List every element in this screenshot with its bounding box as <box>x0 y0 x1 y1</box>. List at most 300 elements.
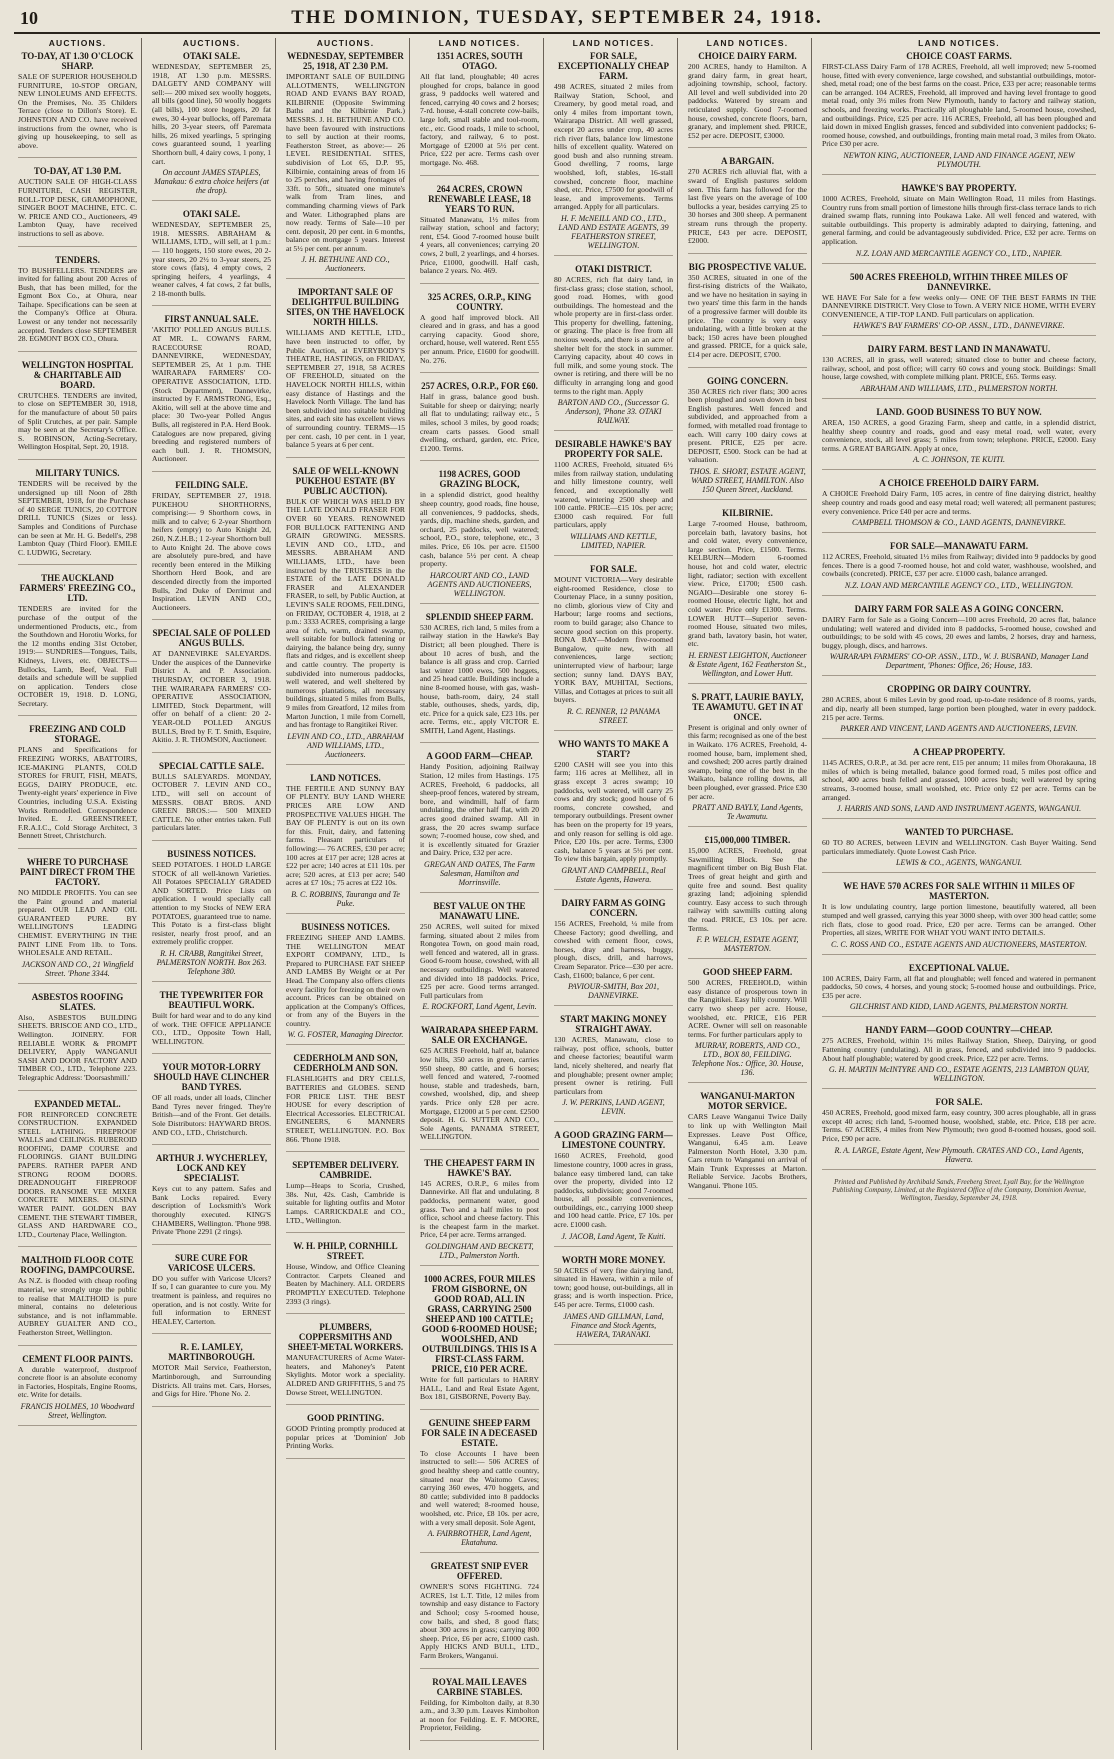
advertisement <box>420 1561 539 1668</box>
advertisement <box>822 183 1096 264</box>
advertisement-body: TENDERS will be received by the undersigned up till Noon of 28th SEPTEMBER, 1918, for the Purchase of 40 SERGE TUNICS, 20 COTTON DRILL TUNICS (Sizes or less). Samples and Conditions of Purchase can be seen at Mr. H. G. Bedell's, 298 Lambton Quay (Third Floor). EMILE C. LUDWIG, Secretary. <box>18 479 137 557</box>
advertisement-body: 498 ACRES, situated 2 miles from Railway Station, School, and Creamery, by good metal road, and only 4 miles from important town, Wairarapa District. All well grassed, except 20 acres under crop, 40 acres rich river flats, balance low limestone hills of excellent quality. Watered on good bush and also running stream. Good dwelling, 7 rooms, large woolshed, loft, stables, 16-stall cowshed, concrete floor, machine shed, etc. Price, £7500 for goodwill of lease, and improvements. Terms arranged. Apply for all particulars. <box>554 82 673 212</box>
advertisement-title: 264 ACRES, CROWN RENEWABLE LEASE, 18 YEARS TO RUN. <box>428 183 531 214</box>
advertisement-body: 275 ACRES, Freehold, within 1½ miles Railway Station, Sheep, Dairying, or good Fattening country (undulating). All in grass, fenced, and subdivided into 9 paddocks. About half ploughable; watered by good creek. Price, £22 per acre. Terms. <box>822 1036 1096 1063</box>
advertisement-signature: J. HARRIS AND SONS, LAND AND INSTRUMENT AGENTS, WANGANUI. <box>836 804 1082 814</box>
advertisement <box>152 849 271 982</box>
advertisement-title: WELLINGTON HOSPITAL & CHARITABLE AID BOARD. <box>21 359 134 390</box>
advertisement-title: 1198 ACRES, GOOD GRAZING BLOCK, <box>438 469 521 490</box>
advertisement <box>152 761 271 841</box>
advertisement-title: THE AUCKLAND FARMERS' FREEZING CO., LTD. <box>19 573 136 604</box>
advertisement-body: 450 ACRES, Freehold, good mixed farm, easy country, 300 acres ploughable, all in grass except 40 acres; rich land, 5-roomed house, woolshed, stable, etc. Price, £18 per acre. Terms. 67 ACRES, 4 miles from New Plymouth; two good 8-roomed houses, good soil. Price, £90 per acre. <box>822 1108 1096 1144</box>
advertisement <box>822 478 1096 533</box>
advertisement-body: WEDNESDAY, SEPTEMBER 25, 1918. MESSRS. ABRAHAM & WILLIAMS, LTD., will sell, at 1 p.m.:— 110 hoggets, 150 store ewes, 20 2-year steers, 20 2½ to 3-year steers, 25 store cows (fats), 4 empty cows, 2 springing heifers, 4 yearlings, 4 weaner calves, 4 fat cows, 2 fat bulls, 2 18-month bulls. <box>152 220 271 298</box>
advertisement <box>420 1274 539 1410</box>
advertisement-body: SALE OF SUPERIOR HOUSEHOLD FURNITURE, 10-STOP ORGAN, NEW LINOLEUMS AND EFFECTS. On the Premises, No. 35 Childers Terrace (close to Dillon's Store). E. JOHNSTON AND CO. have received instructions from the owner, who is giving up housekeeping, to sell as above. <box>18 72 137 150</box>
advertisement-body: 625 ACRES Freehold, half at, balance low hills, 350 acres in green, carries 950 sheep, 80 cattle, and 6 horses; well fenced and watered, 7-roomed house, stable and tradesheds, barn, cowshed, woolshed, dip, and sheep yards. Price only £28 per acre. Mortgage, £12000 at 5 per cent. £2500 deposit. H. G. SUTTER AND CO., Sole Agents, PANAMA STREET, WELLINGTON. <box>420 1046 539 1142</box>
advertisement-title: MILITARY TUNICS. <box>35 468 120 478</box>
advertisement-title: LAND NOTICES. <box>310 772 381 783</box>
advertisement <box>420 292 539 374</box>
advertisement-title: KILBIRNIE. <box>722 507 773 518</box>
advertisement <box>822 272 1096 337</box>
advertisement-body: GOOD Printing promptly produced at popular prices at 'Dominion' Job Printing Works. <box>286 1424 405 1451</box>
advertisement-body: Feilding, for Kimbolton daily, at 8.30 a.m., and 3.30 p.m. Leaves Kimbolton at noon for Feilding. E. F. MOORE, Proprietor, Feilding. <box>420 1697 539 1733</box>
advertisement-title: BUSINESS NOTICES. <box>167 848 256 859</box>
column-5 <box>550 38 678 1750</box>
advertisement-signature: PRATT AND BAYLY, Land Agents, Te Awamutu. <box>692 803 803 822</box>
advertisement-title: EXPANDED METAL. <box>34 1098 121 1109</box>
advertisement-title: CHOICE DAIRY FARM. <box>698 51 797 61</box>
advertisement-body: 280 ACRES, about 6 miles Levin by good road, up-to-date residence of 8 rooms, yards, and dip, nearly all been stumped, large portion been ploughed, water in every paddock. 215 per acre. Terms. <box>822 695 1096 722</box>
advertisement <box>554 739 673 890</box>
advertisement-body: Built for hard wear and to do any kind of work. THE OFFICE APPLIANCE CO., LTD., Opposite Town Hall, WELLINGTON. <box>152 1010 271 1046</box>
column-header: LAND NOTICES. <box>438 38 521 48</box>
advertisement-body: 130 ACRES, all in grass, well watered; situated close to butter and cheese factory, railway, school, and post office; will carry 60 cows and young stock. Buildings: Small house, large cowshed, with complete milking plant. PRICE, £65. Terms easy. <box>822 355 1096 382</box>
advertisement-title: FIRST ANNUAL SALE. <box>164 314 259 325</box>
advertisement-signature: E. ROCKFORT, Land Agent, Levin. <box>422 1002 537 1012</box>
advertisement-title: TO-DAY, AT 1.30 P.M. <box>33 166 122 177</box>
advertisement <box>18 166 137 246</box>
advertisement-signature: B. C. ROBBINS, Tauranga and Te Puke. <box>291 889 400 908</box>
column-6 <box>684 38 812 1750</box>
advertisement-body: A good half improved block. All cleared and in grass, and has a good carrying capacity. Good shore, orchard, house, well watered. Rent £55 per annum. Price, £1600 for goodwill. No. 276. <box>420 312 539 365</box>
advertisement <box>688 1091 807 1198</box>
advertisement <box>688 508 807 684</box>
advertisement-title: THE CHEAPEST FARM IN HAWKE'S BAY. <box>424 1157 535 1178</box>
advertisement <box>688 692 807 827</box>
advertisement <box>152 209 271 306</box>
advertisement-body: 15,000 ACRES, Freehold, great Sawmilling Block. See the magnificent timber on Big Bush Flat. Trees of great height and girth and quite free and sound. Best quality grazing land; adjoining splendid country. Easy access to such through railway with sawmills cutting along the road. PRICE, £3 10s. per acre. Terms. <box>688 846 807 933</box>
advertisement-title: 1000 ACRES, FOUR MILES FROM GISBORNE, ON GOOD ROAD, ALL IN GRASS, CARRYING 2500 SHEEP AND 100 CATTLE; GOOD 6-ROOMED HOUSE; WOOLSHED, AND OUTBUILDINGS. THIS IS A FIRST-CLASS FARM. PRICE, £10 PER ACRE. <box>421 1274 538 1375</box>
advertisement-title: EXCEPTIONAL VALUE. <box>908 962 1010 973</box>
advertisement-body: Write for full particulars to HARRY HALL, Land and Real Estate Agent, Box 181, GISBORNE, Poverty Bay. <box>420 1375 539 1402</box>
advertisement <box>286 1160 405 1233</box>
advertisement <box>420 381 539 461</box>
advertisement-title: 257 ACRES, O.R.P., FOR £60. <box>421 381 538 392</box>
advertisement-body: It is low undulating country, large portion limestone, beautifully watered, all been stumped and well grassed, carrying this year 3000 sheep, with over 300 head cattle; some rich flats, close to good road. Price, £20 per acre. Terms can be arranged. Other Properties, all sizes, WRITE FOR WHAT YOU WANT INTO DETAILS. <box>822 902 1096 938</box>
advertisement-signature: THOS. E. SHORT, ESTATE AGENT, WARD STREET, HAMILTON. Also 150 Queen Street, Auckland. <box>689 466 806 494</box>
advertisement-body: FRIDAY, SEPTEMBER 27, 1918. PUKEHOU SHORTHORNS, comprising:— 9 Shorthorn cows, in milk and to calve; 6 2-year Shorthorn heifers (empty) to Auto Knight 2d, 260, N.Z.H.B.; 1 2-year Shorthorn bull to Auto Knight 2d. The above cows are absolutely pure-bred, and have recently been entered in the Milking Shorthorn Herd Book, and are descended directly from the imported Bulls, 2nd Duke of Derrimut and Inspiration. LEVIN AND CO., Auctioneers. <box>152 490 271 612</box>
advertisement-title: DAIRY FARM. BEST LAND IN MANAWATU. <box>867 344 1051 355</box>
advertisement <box>286 1241 405 1314</box>
advertisement-body: 270 ACRES rich alluvial flat, with a sward of English pastures seldom seen. This farm has followed for the last five years on the average of 100 bullocks a year, besides carrying 25 to 30 horses and 300 sheep. A permanent stream runs through the property. PRICE, £43 per acre. DEPOSIT, £2000. <box>688 167 807 246</box>
advertisement-signature: JAMES AND GILLMAN, Land, Finance and Stock Agents, HAWERA, TARANAKI. <box>563 1311 664 1339</box>
advertisement-title: 1351 ACRES, SOUTH OTAGO. <box>436 51 523 71</box>
masthead <box>14 6 1100 34</box>
advertisement-signature: PARKER AND VINCENT, LAND AGENTS AND AUCTIONEERS, LEVIN. <box>840 724 1078 734</box>
advertisement-signature: ABRAHAM AND WILLIAMS, LTD., PALMERSTON NORTH. <box>860 384 1058 394</box>
advertisement <box>18 255 137 352</box>
advertisement-title: FREEZING AND COLD STORAGE. <box>29 724 126 745</box>
advertisement-body: WILLIAMS AND KETTLE, LTD., have been instructed to offer, by Public Auction, at EVERYBODY'S THEATRE, HASTINGS, on FRIDAY, SEPTEMBER 27, 1918, 58 ACRES OF FREEHOLD, situated on the HAVELOCK NORTH HILLS, within easy distance of Hastings and the Havelock North Village. The land has been subdivided into suitable building sites, and each site has excellent views of surrounding country. TERMS—15 per cent. cash, 10 per cent. in 1 year, balance 5 years at 6 per cent. <box>286 328 405 450</box>
advertisement-body: NO MIDDLE PROFITS. You can see the Paint ground and material prepared. OUR LEAD AND OIL GUARANTEED PURE. BY WELLINGTON'S LEADING CHEMIST. EVERYTHING IN THE PAINT LINE From 1lb. to Tons. WHOLESALE AND RETAIL. <box>18 888 137 958</box>
advertisement <box>152 1062 271 1145</box>
advertisement <box>688 156 807 253</box>
advertisement <box>420 612 539 744</box>
advertisement-title: SALE OF WELL-KNOWN PUKEHOU ESTATE (BY PUBLIC AUCTION). <box>292 465 399 496</box>
advertisement-body: Keys cut to any pattern. Safes and Bank Locks repaired. Every description of Locksmith's Work thoroughly executed. KING'S CHAMBERS, Wellington. 'Phone 998. Private 'Phone 2291 (2 rings). <box>152 1184 271 1237</box>
column-3 <box>282 38 410 1750</box>
advertisement-title: MALTHOID FLOOR COTE ROOFING, DAMPCOURSE. <box>20 1255 135 1276</box>
advertisement-body: 1000 ACRES, Freehold, situate on Main Wellington Road, 11 miles from Hastings. Country runs from small portion of limestone hills through first-class terrace lands to rich drained swamp flats, running into Poukawa Lake. All well fenced and watered, with suitable outbuildings. This property is admirably adapted to dairying, fattening, and general farming, and could be advantageously subdivided. Price, £32 per acre. Terms on application. <box>822 193 1096 246</box>
advertisement-signature: J. JACOB, Land Agent, Te Kuiti. <box>561 1231 666 1241</box>
advertisement-title: GOOD PRINTING. <box>306 1413 384 1424</box>
advertisement <box>822 407 1096 470</box>
advertisement <box>822 881 1096 954</box>
advertisement-title: TO-DAY, AT 1.30 O'CLOCK SHARP. <box>21 51 134 71</box>
advertisement <box>286 466 405 765</box>
advertisement <box>420 901 539 1017</box>
advertisement-signature: R. C. RENNER, 12 PANAMA STREET. <box>567 706 660 725</box>
advertisement-body: House, Window, and Office Cleaning Contractor. Carpets Cleaned and Beaten by Machinery. ALL ORDERS PROMPTLY EXECUTED. Telephone 2393 (3 rings). <box>286 1262 405 1306</box>
column-header: AUCTIONS. <box>48 38 107 48</box>
advertisement-title: WANGANUI-MARTON MOTOR SERVICE. <box>700 1091 795 1112</box>
advertisement <box>18 992 137 1091</box>
advertisement-signature: LEVIN AND CO., LTD., ABRAHAM AND WILLIAMS, LTD., Auctioneers. <box>287 731 404 759</box>
advertisement <box>822 1097 1096 1169</box>
advertisement <box>286 773 405 914</box>
advertisement-signature: W. G. FOSTER, Managing Director. <box>287 1030 404 1040</box>
advertisement-body: OF all roads, under all loads, Clincher Band Tyres never fringed. They're British—and of the Front. Get details. Sole Distributors: HAYWARD BROS. AND CO., LTD., Christchurch. <box>152 1093 271 1137</box>
advertisement <box>420 1677 539 1741</box>
advertisement-body: 60 TO 80 ACRES, between LEVIN and WELLINGTON. Cash Buyer Waiting. Send particulars immediately. Quote Lowest Cash Price. <box>822 838 1096 856</box>
advertisement-body: 530 ACRES, rich land, 5 miles from a railway station in the Hawke's Bay District; all been ploughed. There is about 10 acres of bush, and the balance is all grass and crop. Carried last winter 1000 ewes, 500 hoggets, and 25 head cattle. Buildings include a nine 8-roomed house, with gas, wash-house, bath-room, dairy, 24 stall stable, outhouses, sheds, yards, dip, etc. Price for a quick sale, £23 10s. per acre. Terms, etc., apply VICTOR E. SMITH, Land Agent, Hastings. <box>420 622 539 735</box>
advertisement-signature: R. A. LARGE, Estate Agent, New Plymouth. CRATES AND CO., Land Agents, Hawera. <box>834 1145 1084 1164</box>
advertisement-signature: LEWIS & CO., AGENTS, WANGANUI. <box>896 858 1022 868</box>
advertisement <box>688 262 807 368</box>
advertisement-body: CRUTCHES. TENDERS are invited, to close on SEPTEMBER 30, 1918, for the manufacture of about 50 pairs of Split Crutches, at per pair. Sample may be seen at the Secretary's Office. S. ROBINSON, Acting-Secretary, Wellington Hospital, Sept. 20, 1918. <box>18 390 137 452</box>
advertisement-body: IMPORTANT SALE OF BUILDING ALLOTMENTS, WELLINGTON ROAD AND EVANS BAY ROAD, KILBIRNIE (Opposite Swimming Baths and the Kilbirnie Park.) MESSRS. J. H. BETHUNE AND CO. have been favoured with instructions to sell by auction at their rooms, Featherston Street, as above:— 26 LEVEL RESIDENTIAL SITES, subdivision of Lot 65, D.P. 95, Kilbirnie, containing areas of from 16 to 25 perches, and having frontages of 33ft. to 50ft., situated one minute's walk from Tram lines, and commanding charming views of Park and Water. Lithographed plans are now ready. Terms of Sale—10 per cent. deposit, 20 per cent. in 6 months, balance on mortgage 5 years. Interest at 5½ per cent. per annum. <box>286 72 405 253</box>
advertisement-body: BULK OF WHICH WAS HELD BY THE LATE DONALD FRASER FOR OVER 60 YEARS. RENOWNED FOR BULLOCK FATTENING AND GRAIN GROWING. MESSRS. LEVIN AND CO., LTD., and MESSRS. ABRAHAM AND WILLIAMS, LTD., have been instructed by the TRUSTEES in the ESTATE of the LATE DONALD FRASER and ALEXANDER FRASER, to sell, by Public Auction, at LEVIN'S SALE ROOMS, FEILDING, on FRIDAY, OCTOBER 4, 1918, at 2 p.m.: 3333 ACRES, comprising a large area of rich, warm, drained swamp, well suitable for bullock fattening or dairying, the balance being dry, sunny flats and ridges, and is excellent sheep and cattle country. The property is subdivided into numerous paddocks, well watered, and well sheltered by numerous plantations, all necessary buildings, situated 5 miles from Bulls, 9 miles from Greatford, 12 miles from Marton Junction, 1 mile from Cornell, and has frontage to Rangitikei River. <box>286 496 405 730</box>
advertisement <box>822 963 1096 1018</box>
advertisement-signature: H. F. McNEILL AND CO., LTD., LAND AND ESTATE AGENTS, 39 FEATHERSTON STREET, WELLINGTON. <box>558 213 669 250</box>
advertisement <box>18 1099 137 1248</box>
advertisement-body: CARS Leave Wanganui Twice Daily to link up with Wellington Mail Expresses. Leave Post Office, Wanganui, 6.45 a.m. Leave Palmerston North Hotel, 3.30 p.m. Cars return to Wanganui on arrival of Main Trunk Expresses at Marton. Reliable Service. Jacobs Brothers, Wanganui. 'Phone 105. <box>688 1112 807 1191</box>
advertisement <box>152 1342 271 1406</box>
advertisement-body: As N.Z. is flooded with cheap roofing material, we strongly urge the public to realise that MALTHOID is pure mineral, contains no deleterious substance, and is not inflammable. AUBREY GUALTER AND CO., Featherston Street, Wellington. <box>18 1276 137 1337</box>
advertisement-title: S. PRATT, LAURIE BAYLY, TE AWAMUTU. GET IN AT ONCE. <box>691 691 804 722</box>
advertisement-body: To close Accounts I have been instructed to sell:— 506 ACRES of good healthy sheep and cattle country, situated near the Waitomo Caves; carrying 360 ewes, 470 hoggets, and 80 cattle; subdivided into 8 paddocks and well watered; 8-roomed house, woolshed, etc. Price, £8 10s. per acre, with a very small deposit. Sole Agent, <box>420 1448 539 1527</box>
advertisement <box>18 1255 137 1345</box>
advertisement-title: ROYAL MAIL LEAVES CARBINE STABLES. <box>432 1676 527 1697</box>
advertisement-title: 500 ACRES FREEHOLD, WITHIN THREE MILES OF DANNEVIRKE. <box>850 271 1068 292</box>
column-header: LAND NOTICES. <box>706 38 789 48</box>
advertisement-signature: N.Z. LOAN AND MERCANTILE AGENCY CO., LTD., NAPIER. <box>855 248 1063 258</box>
advertisement-title: A GOOD FARM—CHEAP. <box>426 751 533 762</box>
advertisement <box>286 1322 405 1405</box>
advertisement-title: ASBESTOS ROOFING SLATES. <box>31 991 124 1012</box>
advertisement-signature: FRANCIS HOLMES, 10 Woodward Street, Wellington. <box>20 1401 135 1420</box>
advertisement-body: 1660 ACRES, Freehold, good limestone country, 1000 acres in grass, balance easy timbered land, can take over the property, divided into 12 paddocks, subdivision; good 7-roomed house, all possible conveniences, outbuildings, etc., carrying 1000 sheep and 100 head cattle. Price, £7 10s. per acre. £1000 cash. <box>554 1151 673 1230</box>
advertisement <box>420 1418 539 1553</box>
advertisement-signature: GREGAN AND OATES, The Farm Salesman, Hamilton and Morrinsville. <box>424 860 535 887</box>
advertisement-body: in a splendid district, good healthy sheep country, good roads, fine house, all conveniences, 9 paddocks, sheds, yards, dip, machine sheds, garden, and orchard, 25 paddocks, well watered; school, P.O., store, telephone, etc., 3 miles. Price, £6 10s. per acre. £1500 cash, balance 5½ per cent. A cheap property. <box>420 490 539 569</box>
advertisement-body: 1145 ACRES, O.R.P., at 3d. per acre rent, £15 per annum; 11 miles from Ohorakauna, 18 miles of which is being metalled, balance good formed road, 5 miles post office and school, 400 acres bush felled and grassed, 1000 acres bush; well watered by spring streams, 3-roomed house, small woolshed, etc. Price only £2 per acre. Terms can be arranged. <box>822 758 1096 802</box>
advertisement <box>152 628 271 753</box>
advertisement-title: SEPTEMBER DELIVERY. CAMBRIDE. <box>292 1160 399 1181</box>
advertisement-title: SPLENDID SHEEP FARM. <box>425 611 534 622</box>
advertisement-title: PLUMBERS, COPPERSMITHS AND SHEET-METAL WORKERS. <box>287 1322 404 1353</box>
advertisement <box>152 314 271 472</box>
advertisement-title: WHERE TO PURCHASE PAINT DIRECT FROM THE FACTORY. <box>19 857 136 887</box>
advertisement-title: CROPPING OR DAIRY COUNTRY. <box>887 684 1031 695</box>
advertisement-signature: J. H. BETHUNE AND CO., Auctioneers. <box>301 255 390 274</box>
column-header: LAND NOTICES. <box>572 38 655 48</box>
advertisement-title: A CHEAP PROPERTY. <box>912 747 1006 758</box>
advertisement-title: FOR SALE—MANAWATU FARM. <box>890 541 1028 552</box>
advertisement-signature: MURRAY, ROBERTS, AND CO., LTD., BOX 80, FEILDING. Telephone Nos.: Office, 30. House, 136. <box>691 1041 804 1078</box>
advertisement <box>688 51 807 148</box>
advertisement-signature: A. FAIRBROTHER, Land Agent, Ekatahuna. <box>427 1529 532 1548</box>
advertisement-body: TENDERS are invited for the purchase of the output of the undermentioned Products, etc., from the Southdown and Horotiu Works, for the 12 months ending 31st October, 1919:— SUNDRIES—Tongues, Tails, Kidneys, Livers, etc. OBJECTS—Bullocks, Lamb, Beef, Veal. Full details and schedule will be supplied on application. Tenders close OCTOBER 19, 1918. D. LONG, Secretary. <box>18 604 137 708</box>
advertisement <box>822 1025 1096 1089</box>
advertisement <box>420 51 539 176</box>
printer-imprint: Printed and Published by Archibald Sands, Freeberg Street, Lyall Bay, for the Wellington Publishing Company, Limited, at the Registered Office of the Company, Dominion Avenue, Wellington, Tuesday, September 24, 1918. <box>832 1177 1086 1202</box>
advertisement-title: SPECIAL CATTLE SALE. <box>158 760 265 771</box>
advertisement <box>554 51 673 256</box>
advertisement <box>554 264 673 431</box>
advertisement-title: FOR SALE. <box>935 1097 983 1108</box>
advertisement-body: 145 ACRES, O.R.P., 6 miles from Dannevirke. All flat and undulating. 8 paddocks, permanent water, good grass. Two and a half miles to post office, school and cheese factory. This is the cheapest farm in the market. Price, £4 per acre. Terms arranged. <box>420 1178 539 1240</box>
advertisement <box>286 287 405 457</box>
advertisement-body: FIRST-CLASS Dairy Farm of 178 ACRES, Freehold, all well improved; new 5-roomed house, fitted with every convenience, large cowshed, and substantial outbuildings, motor-shed, metal road; one of the best farms on the coast. Price, £33 per acre; reasonable terms can be arranged. 104 ACRES, Freehold, all improved and having level frontage to good metal road, only 3½ miles from New Plymouth, handy to factory and railway station, schools, and freezing works. Practically all ploughable land, 5-roomed house, cowshed, and outbuildings. Price, £25 per acre. 116 ACRES, Freehold, all has been ploughed and laid down in mixed English grasses, fenced and subdivided into convenient paddocks; 6-roomed house, cowshed, and outbuildings, fronting main metal road, 3 miles from Okato. Price £30 per acre. <box>822 62 1096 149</box>
advertisement-title: ARTHUR J. WYCHERLEY, LOCK AND KEY SPECIALIST. <box>155 1153 268 1184</box>
advertisement-body: FLASHLIGHTS and DRY CELLS, BATTERIES and GLOBES. SEND FOR PRICE LIST. THE BEST HOUSE for every description of Electrical Accessories. ELECTRICAL ENGINEERS, 6 MANNERS STREET, WELLINGTON. P.O. Box 866. 'Phone 1918. <box>286 1074 405 1144</box>
advertisement-title: FOR SALE. <box>589 563 637 574</box>
advertisement-body: 80 ACRES, rich flat dairy land, in first-class grass; close station, school, good road. Homes, with good outbuildings. The homestead and the whole property are in first-class order. This property for dwelling, fattening, or grazing. The place is free from all noxious weeds, and there is an acre of shelter belt for the stock in summer. Carrying capacity, about 40 cows in full milk, and some young stock. The owner is retiring, and there will be no difficulty in arranging long and good terms to the right man. Apply <box>554 274 673 396</box>
advertisement-title: LAND. GOOD BUSINESS TO BUY NOW. <box>876 407 1042 418</box>
advertisement <box>18 51 137 158</box>
advertisement-title: £15,000,000 TIMBER. <box>704 835 791 846</box>
advertisement-body: Handy Position, adjoining Railway Station, 12 miles from Hastings. 175 ACRES, Freehold, 6 paddocks, all sheep-proof fences, watered by stream, bore, and windmill, half of farm undulating, the other half flat, with 20 acres good drained swamp. All in grass, the 20 acres swamp surface sown; 7-roomed house, cow shed, and it is excellently situated for Grazier and Dairy. Price, £32 per acre. <box>420 762 539 858</box>
column-2 <box>148 38 276 1750</box>
advertisement-title: WE HAVE 570 ACRES FOR SALE WITHIN 11 MILES OF MASTERTON. <box>843 881 1075 902</box>
advertisement-title: FEILDING SALE. <box>175 479 248 490</box>
advertisement-title: WANTED TO PURCHASE. <box>904 827 1014 838</box>
advertisement <box>822 684 1096 739</box>
advertisement-signature: A. C. JOHNSON, TE KUITI. <box>912 455 1005 465</box>
advertisement <box>18 468 137 565</box>
advertisement-signature: R. H. CRABB, Rangitikei Street, PALMERSTON NORTH. Box 263. Telephone 380. <box>156 948 267 976</box>
advertisement <box>554 1130 673 1246</box>
advertisement-title: A BARGAIN. <box>720 156 774 167</box>
advertisement-signature: N.Z. LOAN AND MERCANTILE AGENCY CO., LTD., WELLINGTON. <box>844 581 1074 590</box>
advertisement-title: WHO WANTS TO MAKE A START? <box>558 738 669 759</box>
advertisement-title: CEDERHOLM AND SON, CEDERHOLM AND SON. <box>293 1053 398 1074</box>
advertisement-body: MANUFACTURERS of Acme Water-heaters, and Mahoney's Patent Skylights. Motor work a speciality. ALDRED AND GRIFFITHS, 5 and 75 Dowse Street, WELLINGTON. <box>286 1353 405 1397</box>
advertisement <box>554 439 673 556</box>
advertisement-title: GOOD SHEEP FARM. <box>702 967 793 978</box>
advertisement-signature: HARCOURT AND CO., LAND AGENTS AND AUCTIONEERS, WELLINGTON. <box>427 570 532 598</box>
advertisement-body: Situated Manawatu, 1½ miles from railway station, school and factory; rent, £54. Good 7-roomed house built 4 years, all conveniences; carrying 20 cows, 2 bull, 2 yearlings, and 4 horses. Price, £1000, goodwill. Half cash, balance 2 years. No. 469. <box>420 214 539 276</box>
advertisement-title: A GOOD GRAZING FARM—LIMESTONE COUNTRY. <box>554 1130 673 1151</box>
advertisement-signature: NEWTON KING, AUCTIONEER, LAND AND FINANCE AGENT, NEW PLYMOUTH. <box>843 150 1075 169</box>
advertisement-signature: HAWKE'S BAY FARMERS' CO-OP. ASSN., LTD., DANNEVIRKE. <box>853 321 1065 331</box>
advertisement-body: DO you suffer with Varicose Ulcers? If so, I can guarantee to cure you. My treatment is painless, and requires no operation, and is not costly. Write for full information to ERNEST HEALEY, Carterton. <box>152 1273 271 1326</box>
advertisement <box>420 469 539 603</box>
advertisement-body: MOTOR Mail Service, Featherston, Martinborough, and Surrounding Districts. All trains met. Cars, Horses, and Gigs for Hire. 'Phone No. 2. <box>152 1363 271 1399</box>
advertisement-signature: On account JAMES STAPLES, Manakau: 6 extra choice heifers (at the drop). <box>154 168 269 196</box>
advertisement-signature: CAMPBELL THOMSON & CO., LAND AGENTS, DANNEVIRKE. <box>852 518 1066 528</box>
advertisement-body: PLANS and Specifications for FREEZING WORKS, ABATTOIRS, ICE-MAKING PLANTS, COLD STORES for FRUIT, FISH, MEATS, EGGS, DAIRY PRODUCE, etc. Twenty-eight years' experience in Five Countries, including U.S.A. Existing Works Remodelled. Correspondence Invited. E. J. GREENSTREET, F.R.A.I.C., Cold Storage Architect, 3 Bennett Street, Christchurch. <box>18 745 137 841</box>
column-1 <box>14 38 142 1750</box>
advertisement-title: SPECIAL SALE OF POLLED ANGUS BULLS. <box>152 628 271 649</box>
advertisement-body: MOUNT VICTORIA—Very desirable eight-roomed Residence, close to Courtenay Place, in a sunny position, no climb, glorious view of City and Harbour; large rooms and sections, room to build garage; also Chance to secure good section on this property. RONA BAY—Modern five-roomed Bungalow, quite new, with all conveniences, large section; uninterrupted view of harbour; large section; sunny land. DAYS BAY, YORK BAY, MUHITAI, Sections, Villas, and Cottages at prices to suit all buyers. <box>554 574 673 705</box>
advertisement <box>18 857 137 984</box>
advertisement <box>286 51 405 279</box>
advertisement-body: 250 ACRES, well suited for mixed farming, situated about 2 miles from Rongotea Town, on good main road, well fenced and watered, all in grass. Good 6-room house, cowshed, with all necessary outbuildings. Well watered and divided into 18 paddocks. Price, £25 per acre. Good terms arranged. Full particulars from <box>420 922 539 1000</box>
advertisement-body: A CHOICE Freehold Dairy Farm, 105 acres, in centre of fine dairying district, healthy sheep country and roads good and easy metal road; well watered; all permanent pastures; every convenience. Price £40 per acre and terms. <box>822 489 1096 516</box>
advertisement-title: GOING CONCERN. <box>706 375 788 386</box>
advertisement-title: FOR SALE, EXCEPTIONALLY CHEAP FARM. <box>557 51 670 81</box>
advertisement-signature: C. C. ROSS AND CO., ESTATE AGENTS AND AUCTIONEERS, MASTERTON. <box>831 939 1087 949</box>
advertisement-title: BIG PROSPECTIVE VALUE. <box>688 261 807 272</box>
advertisement-body: Large 7-roomed House, bathroom, porcelain bath, lavatory basins, hot and cold water, every convenience, large section. Price, £1500. Terms. KELBURN—Modern 6-roomed house, hot and cold water, electric light, radiator; section with excellent view. Price, £1700; £500 cash. NGAIO—Desirable one storey 6-roomed House, electric light, hot and cold water. Price only £1300. Terms. LOWER HUTT—Superior seven-roomed House, situated two miles, grand bath, lavatory basin, hot water, etc. <box>688 518 807 649</box>
advertisement <box>822 51 1096 175</box>
advertisement-title: WEDNESDAY, SEPTEMBER 25, 1918, AT 2.30 P.M. <box>287 51 404 71</box>
advertisement-title: 325 ACRES, O.R.P., KING COUNTRY. <box>427 291 532 312</box>
advertisement <box>822 604 1096 676</box>
advertisement <box>688 835 807 959</box>
advertisement-body: 'AKITIO' POLLED ANGUS BULLS. AT MR. L. COWAN'S FARM, RACECOURSE ROAD, DANNEVIRKE, WEDNESDAY, SEPTEMBER 25, At 1 p.m. THE WAIRARAPA FARMERS' CO-OPERATIVE ASSOCIATION, LTD. (Stock Department), Dannevirke, instructed by F. ARMSTRONG, Esq., Akitio, will sell at the above time and place: 30 Two-year Polled Angus Bulls, all registered in P.A. Herd Book. Catalogues are now prepared, giving breeding and registered numbers of each bull. J. R. THOMSON, Auctioneer. <box>152 325 271 464</box>
advertisement-body: 1100 ACRES, Freehold, situated 6½ miles from railway station, undulating and hilly limestone country, well fenced, and exceptionally well watered, wintering 2500 sheep and 100 cattle. PRICE—£15 10s. per acre; £3000 cash required. For full particulars, apply <box>554 460 673 530</box>
advertisement-body: 50 ACRES of very fine dairying land, situated in Hawera, within a mile of town; good house, out-buildings, all in grass; and is worth inspection. Price, £45 per acre. Terms, £1000 cash. <box>554 1265 673 1310</box>
advertisement <box>822 827 1096 873</box>
advertisement-title: IMPORTANT SALE OF DELIGHTFUL BUILDING SITES, ON THE HAVELOCK NORTH HILLS. <box>286 287 405 328</box>
advertisement-signature: GOLDINGHAM AND BECKETT, LTD., Palmerston North. <box>425 1242 534 1261</box>
advertisement-body: 112 ACRES, Freehold, situated 1½ miles from Railway; divided into 9 paddocks by good fences. There is a good 7-roomed house, hot and cold water, washhouse, woolshed, and cowbails (concreted). PRICE, £37 per acre. £1000 cash, balance arranged. <box>822 552 1096 579</box>
advertisement <box>554 564 673 731</box>
advertisement-body: DAIRY Farm for Sale as a Going Concern—100 acres Freehold, 20 acres flat, balance undulating; well watered and divided into 8 paddocks, 5-roomed house, cowshed and outbuildings; to be sold with 45 cows, 20 ewes and lambs, 2 horses, dray and harness, buggy, plough, discs, and harrows. <box>822 615 1096 650</box>
column-header: LAND NOTICES. <box>918 38 1000 48</box>
advertisement-title: SURE CURE FOR VARICOSE ULCERS. <box>167 1252 256 1273</box>
column-header: AUCTIONS. <box>316 38 375 48</box>
advertisement-title: DESIRABLE HAWKE'S BAY PROPERTY FOR SALE. <box>555 439 672 460</box>
advertisement-title: WAIRARAPA SHEEP FARM. SALE OR EXCHANGE. <box>421 1025 538 1046</box>
advertisement-signature: WAIRARAPA FARMERS' CO-OP. ASSN., LTD., W. J. BUSBAND, Manager Land Department, 'Phones: Office, 26; House, 183. <box>829 652 1089 671</box>
advertisement-title: OTAKI SALE. <box>182 51 241 61</box>
advertisement-body: Lump—Heaps to Scoria, Crushed, 38s. Nut, 42s. Cash, Cambride is suitable for lighting outfits and Motor Lamps. CARRICKDALE and CO., LTD., Wellington. <box>286 1181 405 1225</box>
advertisement <box>152 480 271 620</box>
advertisement-title: GREATEST SNIP EVER OFFERED. <box>430 1561 529 1582</box>
advertisement-body: 100 ACRES, Dairy Farm, all flat and ploughable; well fenced and watered in permanent paddocks, 50 cows, 4 horses, and young stock; 5-roomed house and outbuildings. Price, £35 per acre. <box>822 973 1096 1000</box>
advertisement-title: DAIRY FARM FOR SALE AS A GOING CONCERN. <box>854 604 1064 614</box>
advertisement-body: 130 ACRES, Manawatu, close to railway, post office, schools, butter and cheese factories; beautiful warm land, nicely sheltered, and nearly flat and ploughable; present owner ample; present owner is retiring. Full particulars from <box>554 1035 673 1096</box>
column-4 <box>416 38 544 1750</box>
advertisement <box>152 51 271 201</box>
advertisement <box>286 1413 405 1459</box>
advertisement-title: WORTH MORE MONEY. <box>561 1254 666 1265</box>
advertisement-title: TENDERS. <box>55 254 100 265</box>
advertisement-body: WEDNESDAY, SEPTEMBER 25, 1918, AT 1.30 p.m. MESSRS. DALGETY AND COMPANY will sell:— 200 mixed sex woolly hoggets, all bills (good line), 50 woolly hoggets (all bills), 100 store hoggets, 20 fat ewes, 30 4-year bullocks, off Paremata hills, 20 3-year steers, off Paremata hills, 26 mixed yearlings, 5 springing cows guaranteed sound, 1 yearling Shorthorn bull, 4 dairy cows, 1 pony, 1 cart. <box>152 62 271 166</box>
advertisement <box>18 573 137 716</box>
advertisement-signature: WILLIAMS AND KETTLE, LIMITED, NAPIER. <box>570 531 657 550</box>
columns-container <box>14 38 1100 1750</box>
advertisement <box>554 1014 673 1122</box>
advertisement-body: SEED POTATOES. I HOLD LARGE STOCK of all well-known Varieties. All Potatoes SPECIALLY GRADED AND SORTED. Price Lists on application. I would specially call attention to my Stocks of NEW ERA POTATOES, guaranteed true to name. This Potato is a first-class blight resister, nearly frost proof, and an extremely prolific cropper. <box>152 859 271 947</box>
advertisement <box>420 751 539 893</box>
advertisement-body: FOR REINFORCED CONCRETE CONSTRUCTION. EXPANDED STEEL LATHING. FIREPROOF WALLS and CEILINGS. RUBEROID ROOFING, DAMP COURSE and FLOORINGS. GIANT BUILDING PAPERS. RATHER PAPER AND STRONG ROOM DOORS. DREADNOUGHT FIREPROOF DOORS. RANSOME VEE MIXER CONCRETE MIXERS. OLSINA WATER PAINT. GOLDEN BAY CEMENT. THE STEWART TIMBER, GLASS AND HARDWARE CO., LTD., Courtenay Place, Wellington. <box>18 1109 137 1239</box>
advertisement-signature: G. H. MARTIN McINTYRE AND CO., ESTATE AGENTS, 213 LAMBTON QUAY, WELLINGTON. <box>828 1065 1090 1084</box>
advertisement-signature: PAVIOUR-SMITH, Box 201, DANNEVIRKE. <box>568 982 659 1001</box>
advertisement-title: HANDY FARM—GOOD COUNTRY—CHEAP. <box>865 1025 1053 1036</box>
advertisement-body: 350 ACRES, situated in one of the first-rising districts of the Waikato, and we have no hesitation in saying in two years' time this farm in the hands of a progressive farmer will double its price. The country is very easy undulating, with a little broken at the back; 150 acres have been ploughed and grassed. PRICE, for a quick sale, £14 per acre. DEPOSIT, £700. <box>688 272 807 360</box>
page-number: 10 <box>20 8 38 28</box>
advertisement-signature: JACKSON AND CO., 21 Wingfield Street. 'Phone 3344. <box>21 959 134 978</box>
advertisement-body: AREA, 150 ACRES, a good Grazing Farm, sheep and cattle, in a splendid district, healthy sheep country and roads, good and easy metal road, well water, every convenience, stock, all level grass; 5 miles from town; telephone. PRICE, £2000. Easy terms. A GREAT BARGAIN. Apply at once, <box>822 418 1096 453</box>
advertisement-title: GENUINE SHEEP FARM FOR SALE IN A DECEASED ESTATE. <box>421 1417 538 1448</box>
advertisement-body: TO BUSHFELLERS. TENDERS are invited for falling about 200 Acres of Bush, that has been milled, for the Egmont Box Co., at Ohura, near Taihape. Specifications can be seen at the Company's Office at Ohura. Lowest or any tender not necessarily accepted. Tenders close SEPTEMBER 28. EGMONT BOX CO., Ohura. <box>18 265 137 344</box>
advertisement-body: FREEZING SHEEP AND LAMBS. THE WELLINGTON MEAT EXPORT COMPANY, LTD., Is Prepared to PURCHASE FAT SHEEP AND LAMBS By Weight or at Per Head. The Company also offers clients every facility for freezing on their own account. Prices can be obtained on application at the Company's Offices, or from any of the Buyers in the country. <box>286 932 405 1028</box>
advertisement <box>152 990 271 1054</box>
advertisement-title: YOUR MOTOR-LORRY SHOULD HAVE CLINCHER BAND TYRES. <box>153 1062 270 1093</box>
advertisement <box>420 1158 539 1266</box>
advertisement-title: START MAKING MONEY STRAIGHT AWAY. <box>560 1014 667 1035</box>
advertisement-body: OWNER'S SONS FIGHTING. 724 ACRES, 1st L.T. Title, 12 miles from township and easy distance to Factory and School; cosy 5-roomed house, cow bails, and shed, 8 good flats; about 300 acres in grass; carrying 800 sheep. Price, £6 per acre, £1000 cash. Apply HICKS AND BULL, LTD., Farm Brokers, Wanganui. <box>420 1582 539 1660</box>
advertisement-body: All flat land, ploughable; 40 acres ploughed for crops, balance in good grass, 9 paddocks well watered and fenced, carrying 40 cows and 2 horses; 7-rd. house, 4-stall concrete cow-bails, large loft, small stable and tool-room, etc., etc. Good roads, 1 mile to school, factory, and railway, 6 to post. Mortgage of £2000 at 5½ per cent. Price, £22 per acre. Terms cash over mortgage. No. 468. <box>420 72 539 167</box>
advertisement-body: AT DANNEVIRKE SALEYARDS. Under the auspices of the Dannevirke District A. and P. Association. THURSDAY, OCTOBER 3, 1918. THE WAIRARAPA FARMERS' CO-OPERATIVE ASSOCIATION, LIMITED, Stock Department, will offer on behalf of a client: 20 2-YEAR-OLD POLLED ANGUS BULLS, Bred by F. T. Smith, Esquire, Akitio. J. R. THOMSON, Auctioneer. <box>152 649 271 745</box>
advertisement <box>152 1253 271 1335</box>
advertisement-title: BUSINESS NOTICES. <box>301 921 390 932</box>
advertisement-body: 156 ACRES, Freehold, ¼ mile from Cheese Factory; good dwelling, and cowshed with cement floor, cows, horses, dray and harness, buggy, plough, discs, drill, and harrows, Cream Separator. Price—£30 per acre. Cash, £1600; balance, 6 per cent. <box>554 919 673 980</box>
advertisement-title: HAWKE'S BAY PROPERTY. <box>901 182 1017 193</box>
advertisement <box>18 360 137 460</box>
advertisement-title: A CHOICE FREEHOLD DAIRY FARM. <box>879 478 1039 489</box>
advertisement-body: 500 ACRES, FREEHOLD, within easy distance of prosperous town in the Rangitikei. Easy hilly country. Will carry two sheep per acre. House, woolshed, etc. PRICE, £16 PER ACRE. Owner will sell on reasonable terms. For further particulars apply to <box>688 978 807 1039</box>
advertisement <box>18 724 137 849</box>
advertisement <box>822 747 1096 819</box>
advertisement-signature: BARTON AND CO., (Successor G. Anderson), 'Phone 33. OTAKI RAILWAY. <box>557 398 670 426</box>
advertisement-title: OTAKI SALE. <box>182 209 241 220</box>
advertisement-title: BEST VALUE ON THE MANAWATU LINE. <box>433 901 526 921</box>
advertisement-body: THE FERTILE AND SUNNY BAY OF PLENTY. BUY LAND WHERE PRICES ARE LOW AND PROSPECTIVE VALUES HIGH. The BAY OF PLENTY is out on its own for this. Fruit, dairy, and fattening farms. Pleasant particulars of following:— 76 ACRES, £30 per acre; 100 acres at £17 per acre; 128 acres at £22 per acre; 140 acres at £11 10s. per acre; 520 acres, at £13 per acre; 540 acres at £7 10s.; 75 acres at £22 10s. <box>286 783 405 888</box>
advertisement-title: DAIRY FARM AS GOING CONCERN. <box>561 898 666 918</box>
advertisement <box>688 967 807 1083</box>
advertisement <box>18 1354 137 1426</box>
advertisement <box>822 344 1096 399</box>
advertisement-title: THE TYPEWRITER FOR BEAUTIFUL WORK. <box>159 989 264 1010</box>
advertisement-signature: H. ERNEST LEIGHTON, Auctioneer & Estate Agent, 162 Featherston St., Wellington, and Lower Hutt. <box>688 650 807 678</box>
advertisement-body: £200 CASH will see you into this farm; 116 acres at Mellihez, all in grass except 3 acres swamp; 10 paddocks, well watered, will carry 25 cows and dry stock; good house of 6 rooms, concrete cowshed, and temporary outbuildings. Present owner has been on the property for 19 years, and only reason for selling is old age. Price, £20 10s. per acre. Terms, £300 cash, balance 5 years at 5½ per cent. To view this bargain, apply promptly. <box>554 759 673 864</box>
page-title: THE DOMINION, TUESDAY, SEPTEMBER 24, 1918. <box>291 7 823 28</box>
advertisement-body: A durable waterproof, dustproof concrete floor is an absolute economy in Factories, Hospitals, Engine Rooms, etc. Write for details. <box>18 1364 137 1400</box>
advertisement-body: 350 ACRES rich river flats; 300 acres been ploughed and sown down in best English pastures. Well fenced and subdivided, and approached from a formed, with metalled road frontage to each. Will carry 100 dairy cows at present. PRICE, £25 per acre. DEPOSIT, £500. Stock can be had at valuation. <box>688 386 807 465</box>
column-header: AUCTIONS. <box>182 38 241 48</box>
advertisement <box>286 1053 405 1152</box>
advertisement-body: WE HAVE For Sale for a few weeks only— ONE OF THE BEST FARMS IN THE DANNEVIRKE DISTRICT. Very Close to Town. A VERY NICE HOME, WITH EVERY CONVENIENCE, A TIP-TOP LAND. Full particulars on application. <box>822 292 1096 319</box>
advertisement-body: BULLS SALEYARDS. MONDAY, OCTOBER 7. LEVIN AND CO., LTD., will sell on account of MESSRS. OBAT BROS. AND GREEN BROS.:— 500 MIXED CATTLE. No other entries taken. Full particulars later. <box>152 771 271 833</box>
advertisement <box>554 898 673 1006</box>
advertisement <box>554 1255 673 1345</box>
advertisement-signature: GILCHRIST AND KIDD, LAND AGENTS, PALMERSTON NORTH. <box>849 1002 1069 1012</box>
advertisement-signature: F. P. WELCH, ESTATE AGENT, MASTERTON. <box>696 935 799 954</box>
advertisement-title: OTAKI DISTRICT. <box>575 263 652 274</box>
advertisement-signature: GRANT AND CAMPBELL, Real Estate Agents, Hawera. <box>561 866 666 884</box>
advertisement <box>420 1025 539 1150</box>
advertisement <box>822 541 1096 596</box>
column-7 <box>818 38 1100 1750</box>
advertisement-body: Present is original and only owner of this farm; recognised as one of the best in Waikato. 176 ACRES, Freehold, 4-roomed house, barn, implement shed, and cowshed; 200 acres partly drained swamp, being one of the best in the Waikato, balance rolling downs, all been ploughed, ever grassed. Price £30 per acre. <box>688 722 807 801</box>
advertisement-body: 200 ACRES, handy to Hamilton. A grand dairy farm, in great heart, adjoining township, school, factory. All level and well subdivided into 20 paddocks. Watered by stream and reticulated supply. Good 7-roomed house, cowshed, concrete floors, barn, granary, and implement shed. PRICE, £52 per acre. DEPOSIT, £3000. <box>688 62 807 140</box>
advertisement-body: AUCTION SALE OF HIGH-CLASS FURNITURE, CASH REGISTER, ROLL-TOP DESK, GRAMOPHONE, SINGER BOOT MACHINE, ETC. C. W. PRICE AND CO., Auctioneers, 49 Lambton Quay, have received instructions to sell as above. <box>18 177 137 238</box>
advertisement-body: Also, ASBESTOS BUILDING SHEETS. BRISCOE AND CO., LTD., Wellington. JOINERY. FOR RELIABLE WORK & PROMPT DELIVERY, Apply WANGANUI SASH AND DOOR FACTORY AND TIMBER CO., LTD., Telephone 223. Telegraphic Address: 'Doorsashmill.' <box>18 1012 137 1082</box>
advertisement <box>420 184 539 284</box>
advertisement-title: CHOICE COAST FARMS. <box>906 51 1012 61</box>
advertisement-signature: J. W. PERKINS, LAND AGENT, LEVIN. <box>562 1098 665 1117</box>
advertisement <box>286 922 405 1046</box>
advertisement-title: CEMENT FLOOR PAINTS. <box>22 1353 133 1364</box>
advertisement-title: R. E. LAMLEY, MARTINBOROUGH. <box>168 1342 255 1363</box>
